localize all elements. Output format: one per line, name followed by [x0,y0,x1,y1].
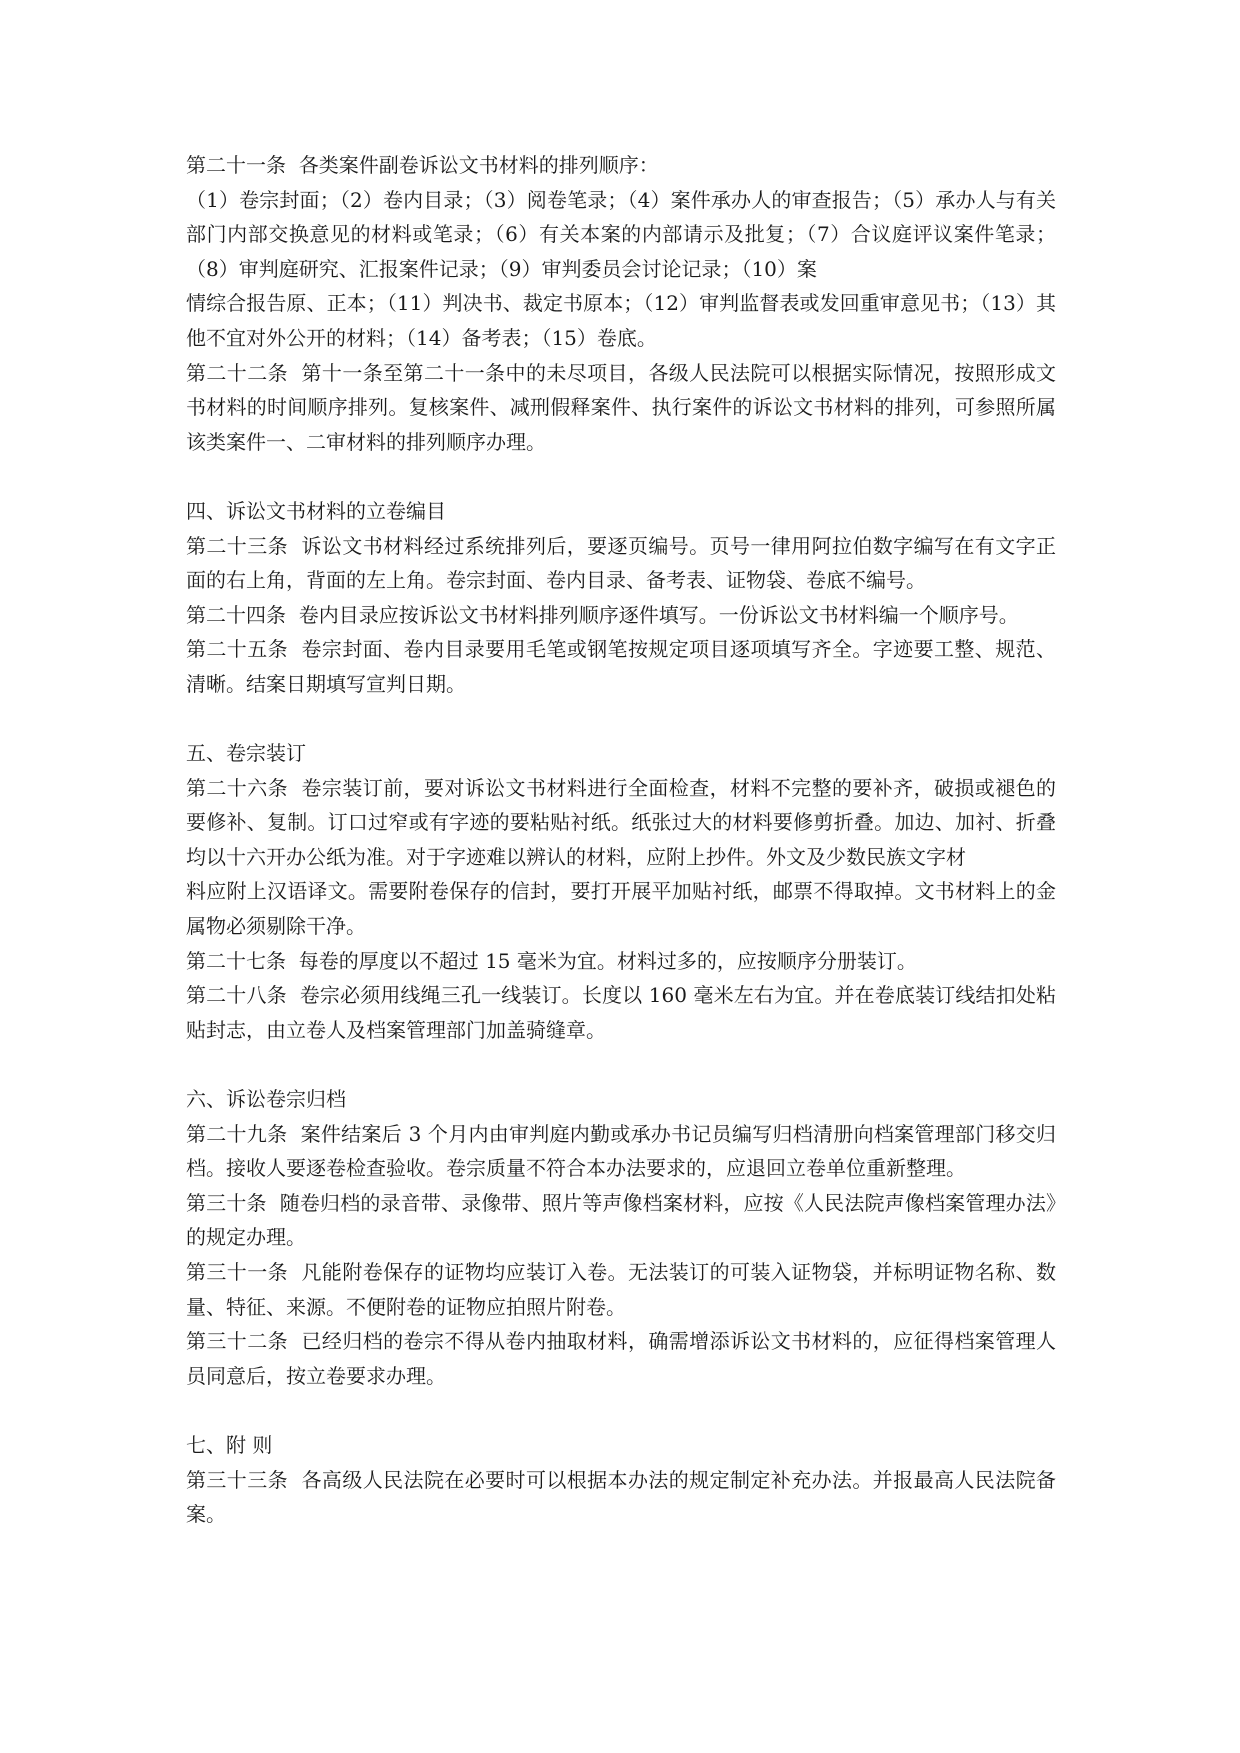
section-heading: 六、诉讼卷宗归档 [186,1087,346,1112]
section-heading: 四、诉讼文书材料的立卷编目 [186,498,446,523]
article-32: 第三十二条 已经归档的卷宗不得从卷内抽取材料，确需增添诉讼文书材料的，应征得档案管理人员同意后，按立卷要求办理。 [186,1329,1056,1388]
article-21-list-part1: （1）卷宗封面；（2）卷内目录；（3）阅卷笔录；（4）案件承办人的审查报告；（5）承办人与有关部门内部交换意见的材料或笔录；（6）有关本案的内部请示及批复；（7）合议庭评议案件笔录；（8）审判庭研究、汇报案件记录；（9）审判委员会讨论记录；（10）案 [186,187,1056,281]
section-gap [186,459,1056,494]
section-gap [186,702,1056,737]
article-25: 第二十五条 卷宗封面、卷内目录要用毛笔或钢笔按规定项目逐项填写齐全。字迹要工整、规范、清晰。结案日期填写宣判日期。 [186,637,1056,696]
section-heading: 七、附 则 [186,1432,273,1457]
section-article-21-22 [186,148,1056,459]
document-body [186,148,1056,1532]
article-21-title: 第二十一条 各类案件副卷诉讼文书材料的排列顺序： [186,153,659,177]
section-binding [186,736,1056,1047]
article-28: 第二十八条 卷宗必须用线绳三孔一线装订。长度以 160 毫米左右为宜。并在卷底装订线结扣处粘贴封志，由立卷人及档案管理部门加盖骑缝章。 [186,983,1056,1042]
article-31: 第三十一条 凡能附卷保存的证物均应装订入卷。无法装订的可装入证物袋，并标明证物名称、数量、特征、来源。不便附卷的证物应拍照片附卷。 [186,1260,1056,1319]
article-23: 第二十三条 诉讼文书材料经过系统排列后，要逐页编号。页号一律用阿拉伯数字编写在有文字正面的右上角，背面的左上角。卷宗封面、卷内目录、备考表、证物袋、卷底不编号。 [186,533,1056,593]
section-gap [186,1393,1056,1428]
article-24: 第二十四条 卷内目录应按诉讼文书材料排列顺序逐件填写。一份诉讼文书材料编一个顺序号。 [186,602,1019,627]
article-22: 第二十二条 第十一条至第二十一条中的未尽项目，各级人民法院可以根据实际情况，按照形成文书材料的时间顺序排列。复核案件、减刑假释案件、执行案件的诉讼文书材料的排列，可参照所属该类案件一、二审材料的排列顺序办理。 [186,360,1056,454]
section-filing-cataloging [186,494,1056,702]
article-26-part1: 第二十六条 卷宗装订前，要对诉讼文书材料进行全面检查，材料不完整的要补齐，破损或褪色的要修补、复制。订口过窄或有字迹的要粘贴衬纸。纸张过大的材料要修剪折叠。加边、加衬、折叠均以十六开办公纸为准。对于字迹难以辨认的材料，应附上抄件。外文及少数民族文字材 [186,775,1056,869]
section-supplementary [186,1428,1056,1532]
section-gap [186,1047,1056,1082]
article-27: 第二十七条 每卷的厚度以不超过 15 毫米为宜。材料过多的，应按顺序分册装订。 [186,948,917,973]
section-heading: 五、卷宗装订 [186,741,306,766]
section-archiving [186,1082,1056,1393]
article-21-list-part2: 情综合报告原、正本；（11）判决书、裁定书原本；（12）审判监督表或发回重审意见书；（13）其他不宜对外公开的材料；（14）备考表；（15）卷底。 [186,291,1056,350]
article-33: 第三十三条 各高级人民法院在必要时可以根据本办法的规定制定补充办法。并报最高人民法院备案。 [186,1467,1056,1527]
article-30: 第三十条 随卷归档的录音带、录像带、照片等声像档案材料，应按《人民法院声像档案管理办法》的规定办理。 [186,1190,1056,1250]
article-29: 第二十九条 案件结案后 3 个月内由审判庭内勤或承办书记员编写归档清册向档案管理部门移交归档。接收人要逐卷检查验收。卷宗质量不符合本办法要求的，应退回立卷单位重新整理。 [186,1121,1056,1181]
article-26-part2: 料应附上汉语译文。需要附卷保存的信封，要打开展平加贴衬纸，邮票不得取掉。文书材料上的金属物必须剔除干净。 [186,879,1056,939]
